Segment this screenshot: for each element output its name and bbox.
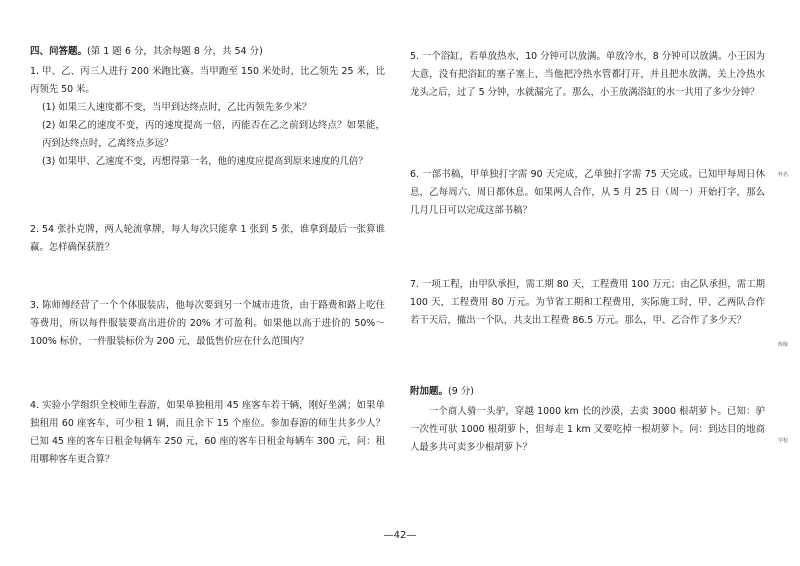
question-1	[30, 63, 385, 221]
section-title-text: 四、问答题。	[30, 46, 88, 57]
gutter-name-label: 姓名	[777, 172, 788, 178]
bonus-scoring-note: (9 分)	[448, 386, 474, 397]
question-5	[410, 48, 765, 166]
question-1-part-2: (2) 如果乙的速度不变，丙的速度提高一倍，丙能否在乙之前到达终点？如果能，丙到达终点时，乙离终点多远？	[42, 120, 385, 149]
bonus-question	[410, 403, 765, 457]
page-number: —42—	[383, 530, 417, 541]
left-column	[30, 44, 385, 469]
question-4	[30, 397, 385, 469]
question-1-stem: 1. 甲、乙、丙三人进行 200 米跑比赛。当甲跑至 150 米处时，比乙领先 25 米，比丙领先 50 米。	[30, 66, 385, 95]
question-6-text: 6. 一部书稿，甲单独打字需 90 天完成，乙单独打字需 75 天完成。已知甲每周日休息，乙每周六、周日都休息。如果两人合作，从 5 月 25 日（周一）开始打字，那么几月几日可以完成这部书稿？	[410, 169, 765, 216]
question-4-text: 4. 实验小学组织全校师生春游，如果单独租用 45 座客车若干辆，刚好坐满；如果单独租用 60 座客车，可少租 1 辆，而且余下 15 个座位。参加春游的师生共多少人？已知 45 座的客车日租金每辆车 250 元，60 座的客车日租金每辆车 300 元，问：租用哪种客车更合算？	[30, 400, 385, 465]
gutter-school-label: 学校	[777, 438, 788, 444]
question-5-text: 5. 一个浴缸，若单放热水，10 分钟可以放满。单放冷水，8 分钟可以放满。小王因为大意，没有把浴缸的塞子塞上，当他把冷热水管都打开，并且把水放满，关上冷热水龙头之后，过了 5 分钟，水就漏完了。那么，小王放满浴缸的水一共用了多少分钟？	[410, 51, 765, 98]
bonus-question-text: 一个商人骑一头驴，穿越 1000 km 长的沙漠，去卖 3000 根胡萝卜。已知：驴一次性可驮 1000 根胡萝卜，但每走 1 km 又要吃掉一根胡萝卜。问：到达目的地商人最多共可卖多少根胡萝卜？	[410, 406, 765, 453]
bonus-title-text: 附加题。	[410, 386, 449, 397]
question-7	[410, 276, 765, 384]
question-2-text: 2. 54 张扑克牌，两人轮流拿牌，每人每次只能拿 1 张到 5 张，谁拿到最后一张算谁赢。怎样确保获胜？	[30, 224, 385, 253]
question-6	[410, 166, 765, 276]
question-7-text: 7. 一项工程，由甲队承担，需工期 80 天，工程费用 100 万元；由乙队承担，需工期 100 天，工程费用 80 万元。为节省工期和工程费用，实际施工时，甲、乙两队合作若干天后，撤出一个队，共支出工程费 86.5 万元。那么，甲、乙合作了多少天？	[410, 279, 765, 326]
question-1-part-3: (3) 如果甲、乙速度不变，丙想得第一名，他的速度应提高到原来速度的几倍？	[42, 156, 368, 167]
question-2	[30, 221, 385, 297]
section-scoring-note: (第 1 题 6 分，其余每题 8 分，共 54 分)	[87, 46, 263, 57]
question-3-text: 3. 陈师傅经营了一个个体服装店，他每次要到另一个城市进货，由于路费和路上吃住等费用，所以每件服装要高出进价的 20% 才可盈利。如果他以高于进价的 50%～100% 标价，一件服装标价为 200 元，最低售价应在什么范围内？	[30, 300, 385, 347]
gutter-class-label: 班级	[777, 342, 788, 348]
section-title	[30, 44, 385, 59]
right-column	[410, 44, 765, 457]
question-3	[30, 297, 385, 397]
bonus-title	[410, 384, 765, 399]
question-1-part-1: (1) 如果三人速度都不变，当甲到达终点时，乙比丙领先多少米？	[42, 102, 312, 113]
